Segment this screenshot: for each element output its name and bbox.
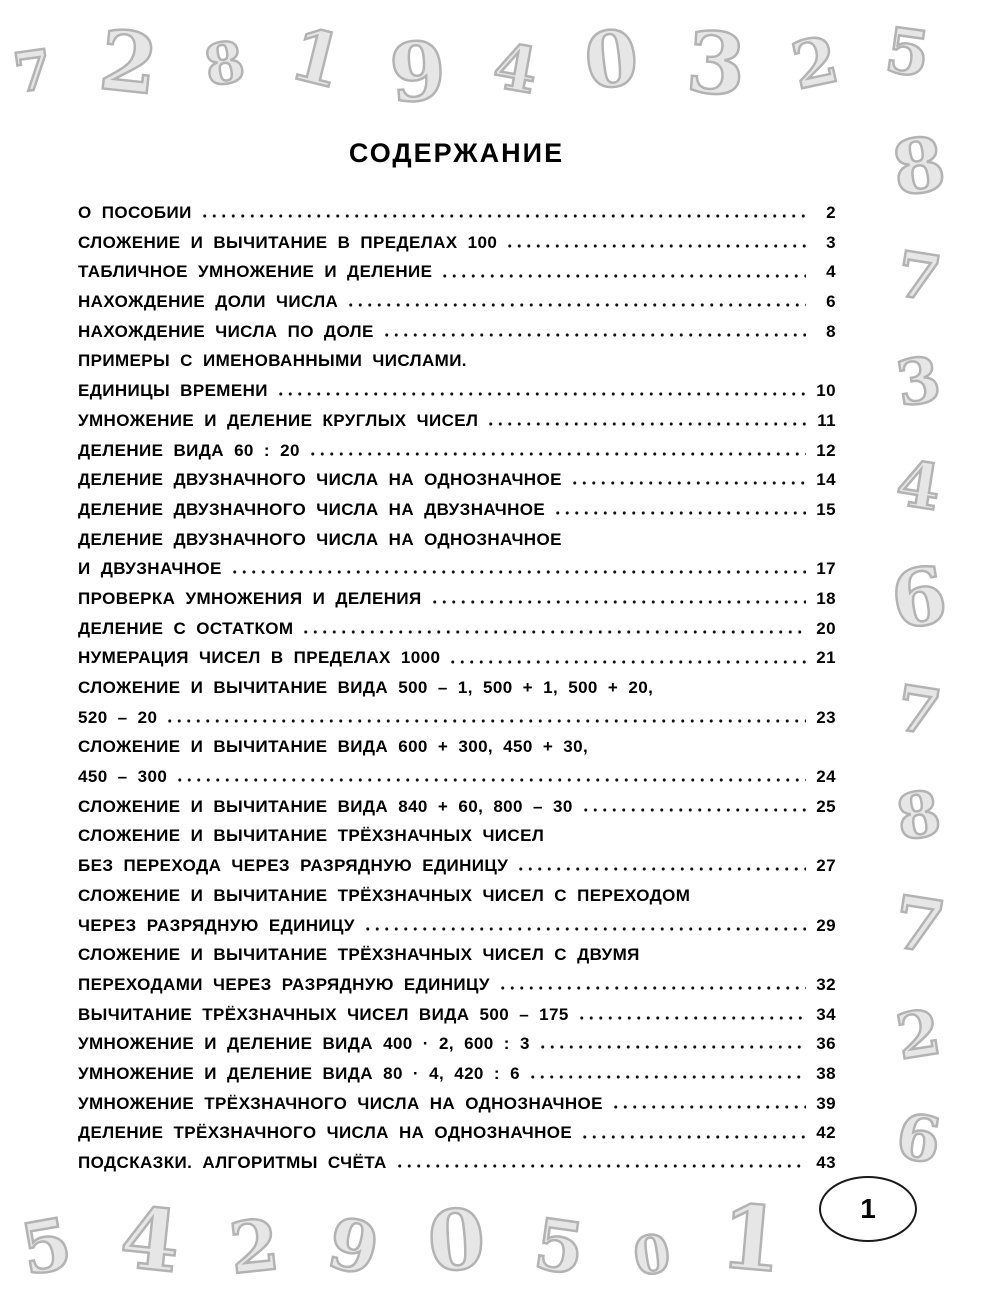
toc-entry-title: ТАБЛИЧНОЕ УМНОЖЕНИЕ И ДЕЛЕНИЕ	[78, 262, 433, 282]
decorative-digit: 6	[884, 549, 953, 648]
toc-page-ref: 15	[816, 499, 836, 519]
toc-entry-line	[78, 614, 836, 644]
toc-leader-dots	[301, 614, 806, 644]
toc-leader-dots	[577, 1000, 806, 1030]
toc-entry-line	[78, 703, 836, 733]
decorative-digit: 3	[683, 12, 749, 115]
toc-leader-dots	[200, 198, 806, 228]
toc-leader-dots	[528, 1059, 806, 1089]
toc-entry	[78, 228, 836, 258]
toc-entry	[78, 732, 836, 791]
toc-page-ref: 29	[816, 915, 836, 935]
toc-entry-line	[78, 465, 836, 495]
toc-leader-dots	[230, 554, 806, 584]
toc-leader-dots	[448, 643, 806, 673]
toc-leader-dots	[505, 228, 806, 258]
decorative-digit: 2	[891, 994, 946, 1074]
toc-entry-title: УМНОЖЕНИЕ И ДЕЛЕНИЕ ВИДА 400 · 2, 600 : 3	[78, 1034, 530, 1054]
toc-entry-line	[78, 1000, 836, 1030]
decorative-digit: 2	[94, 12, 162, 114]
toc-entry-title: ЕДИНИЦЫ ВРЕМЕНИ	[78, 381, 268, 401]
toc-entry-line	[78, 287, 836, 317]
toc-entry-title: НАХОЖДЕНИЕ ДОЛИ ЧИСЛА	[78, 292, 339, 312]
toc-leader-dots	[611, 1089, 806, 1119]
toc-entry-line	[78, 940, 836, 970]
toc-page-ref: 24	[816, 767, 836, 787]
toc-entry-line	[78, 851, 836, 881]
toc-entry-line	[78, 673, 836, 703]
toc-entry-title: ПОДСКАЗКИ. АЛГОРИТМЫ СЧЁТА	[78, 1153, 387, 1172]
toc-leader-dots	[553, 495, 806, 525]
toc-entry	[78, 1089, 836, 1119]
toc-entry-line	[78, 554, 836, 584]
toc-leader-dots	[165, 703, 806, 733]
toc-entry	[78, 1059, 836, 1089]
decorative-digit: 1	[282, 10, 352, 105]
toc-entry-title: БЕЗ ПЕРЕХОДА ЧЕРЕЗ РАЗРЯДНУЮ ЕДИНИЦУ	[78, 856, 509, 876]
toc-entry	[78, 1000, 836, 1030]
toc-leader-dots	[363, 911, 806, 941]
toc-entry-title: ВЫЧИТАНИЕ ТРЁХЗНАЧНЫХ ЧИСЕЛ ВИДА 500 – 175	[78, 1004, 569, 1024]
toc-entry	[78, 465, 836, 495]
decorative-digit: 4	[116, 1187, 185, 1292]
toc-leader-dots	[430, 584, 806, 614]
toc-entry-title: 450 – 300	[78, 767, 168, 787]
toc-leader-dots	[175, 762, 806, 792]
toc-leader-dots	[516, 851, 806, 881]
toc-entry-title: НАХОЖДЕНИЕ ЧИСЛА ПО ДОЛЕ	[78, 321, 374, 341]
toc-entry-line	[78, 257, 836, 287]
toc-entry-line	[78, 198, 836, 228]
toc-page-ref: 23	[816, 707, 836, 727]
toc-entry	[78, 436, 836, 466]
decorative-digit: 7	[892, 671, 947, 751]
toc-leader-dots	[498, 970, 806, 1000]
toc-entry-line	[78, 406, 836, 436]
toc-entry	[78, 614, 836, 644]
toc-entry-title: СЛОЖЕНИЕ И ВЫЧИТАНИЕ ВИДА 840 + 60, 800 – 30	[78, 796, 573, 816]
toc-entry-line	[78, 376, 836, 406]
toc-entry	[78, 257, 836, 287]
decorative-digit: 8	[199, 28, 250, 100]
toc-page-ref: 36	[816, 1034, 836, 1054]
toc-entry	[78, 584, 836, 614]
toc-page-ref: 11	[817, 410, 836, 430]
toc-entry	[78, 792, 836, 822]
toc-page-ref: 18	[816, 588, 836, 608]
toc-leader-dots	[440, 257, 806, 287]
toc-page-ref: 4	[826, 262, 836, 282]
toc-entry	[78, 525, 836, 584]
toc-entry	[78, 1029, 836, 1059]
toc-page-ref: 38	[816, 1063, 836, 1083]
toc-entry	[78, 1118, 836, 1148]
toc-entry-title: ПРОВЕРКА УМНОЖЕНИЯ И ДЕЛЕНИЯ	[78, 588, 422, 608]
toc-entry-line	[78, 1059, 836, 1089]
toc-page-ref: 39	[816, 1093, 836, 1113]
decorative-digit: 2	[225, 1202, 283, 1291]
toc-entry-title: ДЕЛЕНИЕ ТРЁХЗНАЧНОГО ЧИСЛА НА ОДНОЗНАЧНОЕ	[78, 1123, 573, 1143]
toc-leader-dots	[570, 465, 806, 495]
decorative-digit: 5	[881, 13, 934, 92]
toc-entry-line	[78, 762, 836, 792]
decorative-digit: 2	[785, 22, 845, 105]
decorative-digit: 7	[9, 36, 56, 106]
toc-entry-title: СЛОЖЕНИЕ И ВЫЧИТАНИЕ ТРЁХЗНАЧНЫХ ЧИСЕЛ	[78, 826, 545, 846]
toc-entry	[78, 346, 836, 405]
toc-entry-line	[78, 317, 836, 347]
toc-entry-line	[78, 1148, 836, 1178]
toc-entry-line	[78, 911, 836, 941]
toc-entry-title: УМНОЖЕНИЕ И ДЕЛЕНИЕ ВИДА 80 · 4, 420 : 6	[78, 1063, 520, 1083]
toc-entry-title: ПРИМЕРЫ С ИМЕНОВАННЫМИ ЧИСЛАМИ.	[78, 351, 467, 371]
toc-page-ref: 14	[816, 470, 836, 490]
toc-entry-line	[78, 346, 836, 376]
toc-page-ref: 25	[816, 796, 836, 816]
toc-entry-title: СЛОЖЕНИЕ И ВЫЧИТАНИЕ ТРЁХЗНАЧНЫХ ЧИСЕЛ С ДВУМЯ	[78, 945, 640, 965]
decorative-digit: 0	[424, 1191, 489, 1291]
toc-leader-dots	[580, 1118, 806, 1148]
toc-entry-line	[78, 584, 836, 614]
toc-page-ref: 8	[826, 321, 836, 341]
toc-entry-line	[78, 732, 836, 762]
toc-page-ref: 34	[816, 1004, 836, 1024]
decorative-digit: 7	[887, 878, 951, 971]
toc-entry-title: ЧЕРЕЗ РАЗРЯДНУЮ ЕДИНИЦУ	[78, 915, 355, 935]
toc-entry-title: УМНОЖЕНИЕ ТРЁХЗНАЧНОГО ЧИСЛА НА ОДНОЗНАЧНОЕ	[78, 1093, 603, 1113]
decorative-digit: 0	[630, 1222, 675, 1289]
decorative-digit: 3	[891, 341, 946, 421]
toc-entry-title: СЛОЖЕНИЕ И ВЫЧИТАНИЕ ВИДА 500 – 1, 500 + 1, 500 + 20,	[78, 678, 654, 697]
toc-entry-title: УМНОЖЕНИЕ И ДЕЛЕНИЕ КРУГЛЫХ ЧИСЕЛ	[78, 410, 479, 430]
toc-entry-line	[78, 436, 836, 466]
toc-entry-title: ДЕЛЕНИЕ ДВУЗНАЧНОГО ЧИСЛА НА ОДНОЗНАЧНОЕ	[78, 470, 562, 490]
decorative-numbers-top	[9, 10, 934, 121]
page-number-badge	[819, 1176, 917, 1242]
toc-entry-title: ДЕЛЕНИЕ С ОСТАТКОМ	[78, 618, 294, 638]
toc-entry-line	[78, 792, 836, 822]
toc-entry-line	[78, 643, 836, 673]
decorative-digit: 4	[892, 446, 947, 526]
toc-entry-line	[78, 821, 836, 851]
toc-entry-line	[78, 970, 836, 1000]
toc-entry-line	[78, 228, 836, 258]
toc-entry-line	[78, 1029, 836, 1059]
decorative-numbers-bottom	[15, 1183, 787, 1293]
toc-page-ref: 17	[816, 559, 836, 579]
toc-entry-title: О ПОСОБИИ	[78, 203, 192, 222]
toc-page-ref: 27	[816, 856, 836, 876]
toc-entry	[78, 317, 836, 347]
toc-list	[78, 198, 836, 1178]
toc-entry	[78, 287, 836, 317]
decorative-numbers-right	[879, 120, 959, 1178]
toc-page-ref: 20	[816, 618, 836, 638]
toc-entry	[78, 1148, 836, 1178]
toc-entry	[78, 940, 836, 999]
toc-leader-dots	[486, 406, 806, 436]
toc-page-ref: 42	[816, 1123, 836, 1143]
toc-entry	[78, 643, 836, 673]
decorative-digit: 5	[15, 1201, 78, 1292]
toc-entry	[78, 673, 836, 732]
decorative-digit: 9	[387, 23, 450, 121]
toc-entry	[78, 821, 836, 880]
toc-entry-title: СЛОЖЕНИЕ И ВЫЧИТАНИЕ В ПРЕДЕЛАХ 100	[78, 232, 498, 252]
toc-entry-title: ДЕЛЕНИЕ ДВУЗНАЧНОГО ЧИСЛА НА ОДНОЗНАЧНОЕ	[78, 529, 562, 549]
toc-page-ref: 32	[816, 974, 836, 994]
toc-leader-dots	[346, 287, 806, 317]
toc-entry	[78, 495, 836, 525]
toc-page-ref: 3	[826, 232, 836, 252]
page-number: 1	[860, 1193, 876, 1224]
toc-entry	[78, 198, 836, 228]
toc-entry-title: 520 – 20	[78, 707, 158, 727]
toc-entry	[78, 881, 836, 940]
toc-entry-line	[78, 1118, 836, 1148]
toc-entry-title: НУМЕРАЦИЯ ЧИСЕЛ В ПРЕДЕЛАХ 1000	[78, 648, 441, 668]
decorative-digit: 8	[891, 775, 946, 855]
toc-page-ref: 21	[816, 648, 836, 668]
toc-page-ref: 2	[826, 203, 836, 222]
toc-entry-line	[78, 881, 836, 911]
decorative-digit: 7	[892, 237, 947, 317]
toc-entry-title: СЛОЖЕНИЕ И ВЫЧИТАНИЕ ТРЁХЗНАЧНЫХ ЧИСЕЛ С ПЕРЕХОДОМ	[78, 885, 691, 905]
toc-page-ref: 43	[816, 1153, 836, 1172]
toc-entry-title: И ДВУЗНАЧНОЕ	[78, 559, 222, 579]
decorative-digit: 5	[529, 1202, 590, 1291]
toc-entry-title: СЛОЖЕНИЕ И ВЫЧИТАНИЕ ВИДА 600 + 300, 450 + 30,	[78, 737, 589, 757]
toc-page-ref: 6	[826, 292, 836, 312]
toc-leader-dots	[581, 792, 806, 822]
decorative-digit: 4	[488, 28, 544, 109]
toc-entry-title: ПЕРЕХОДАМИ ЧЕРЕЗ РАЗРЯДНУЮ ЕДИНИЦУ	[78, 974, 490, 994]
toc-leader-dots	[382, 317, 806, 347]
decorative-digit: 6	[892, 1099, 947, 1178]
toc-entry-line	[78, 1089, 836, 1119]
toc-page-ref: 10	[816, 381, 836, 401]
toc-entry-title: ДЕЛЕНИЕ ВИДА 60 : 20	[78, 440, 300, 460]
decorative-digit: 1	[716, 1183, 787, 1293]
decorative-digit: 0	[580, 12, 643, 107]
decorative-digit: 8	[886, 120, 952, 214]
toc-leader-dots	[538, 1029, 806, 1059]
toc-entry-line	[78, 495, 836, 525]
toc-page-ref: 12	[816, 440, 836, 460]
toc-entry-title: ДЕЛЕНИЕ ДВУЗНАЧНОГО ЧИСЛА НА ДВУЗНАЧНОЕ	[78, 499, 546, 519]
toc-leader-dots	[395, 1148, 806, 1178]
toc-entry-line	[78, 525, 836, 555]
toc-leader-dots	[308, 436, 806, 466]
page-title: СОДЕРЖАНИЕ	[348, 138, 565, 168]
decorative-digit: 9	[320, 1200, 386, 1293]
toc-entry	[78, 406, 836, 436]
toc-leader-dots	[276, 376, 806, 406]
